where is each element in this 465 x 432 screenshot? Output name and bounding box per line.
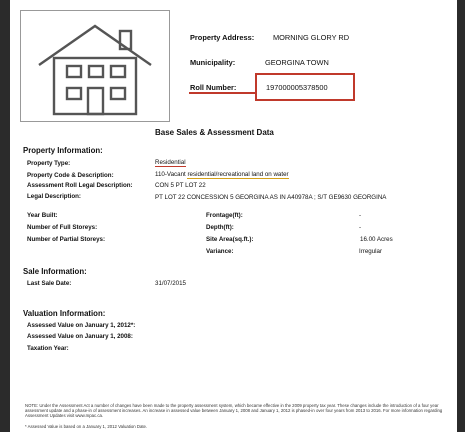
depth-label: Depth(ft): — [206, 224, 234, 231]
property-info-heading: Property Information: — [23, 146, 103, 155]
property-type-label: Property Type: — [27, 160, 71, 167]
assessment-document — [10, 0, 457, 432]
legal-description-value: PT LOT 22 CONCESSION 5 GEORGINA AS IN A40978A ; S/T GE9630 GEORGINA — [155, 194, 387, 201]
property-code-prefix: 110-Vacant — [155, 171, 186, 178]
address-label: Property Address: — [190, 33, 255, 42]
assessed-2008-label: Assessed Value on January 1, 2008: — [27, 333, 133, 340]
site-area-label: Site Area(sq.ft.): — [206, 236, 254, 243]
full-storeys-label: Number of Full Storeys: — [27, 224, 98, 231]
legal-roll-label: Assessment Roll Legal Description: — [27, 182, 133, 189]
site-area-value: 16.00 Acres — [360, 236, 393, 243]
property-code-label: Property Code & Description: — [27, 172, 114, 179]
last-sale-value: 31/07/2015 — [155, 280, 186, 287]
house-icon — [20, 10, 170, 122]
legal-description-label: Legal Description: — [27, 193, 81, 200]
sale-info-heading: Sale Information: — [23, 267, 87, 276]
variance-label: Variance: — [206, 248, 234, 255]
taxation-year-label: Taxation Year: — [27, 345, 69, 352]
municipality-label: Municipality: — [190, 58, 236, 67]
last-sale-label: Last Sale Date: — [27, 280, 72, 287]
property-code-highlight: residential/recreational land on water — [187, 171, 289, 178]
frontage-value: - — [359, 212, 362, 219]
depth-value: - — [359, 224, 362, 231]
property-code-value — [155, 171, 289, 178]
valuation-heading: Valuation Information: — [23, 309, 106, 318]
variance-value: Irregular — [359, 248, 383, 255]
municipality-value: GEORGINA TOWN — [265, 58, 329, 67]
property-type-value: Residential — [155, 159, 186, 166]
assessment-note: NOTE: Under the Assessment Act a number of changes have been made to the property assessment system, which became effective in the 2009 property tax year. These changes include the introduction of a four year assessment update and a phase-in of assessment increases. An increase in assessed value between January 1, 2008 and January 1, 2012 is phased-in over four years from 2013 to 2016. For more information regarding Assessment Updates visit www.mpac.ca. — [25, 403, 443, 419]
document-title: Base Sales & Assessment Data — [155, 128, 274, 137]
year-built-label: Year Built: — [27, 212, 58, 219]
assessment-footnote: * Assessed Value is based on a January 1, 2012 Valuation Date. — [25, 424, 148, 429]
assessed-2012-label: Assessed Value on January 1, 2012*: — [27, 322, 136, 329]
partial-storeys-label: Number of Partial Storeys: — [27, 236, 106, 243]
legal-roll-value: CON 5 PT LOT 22 — [155, 182, 206, 189]
roll-underline — [189, 92, 255, 94]
roll-value: 197000005378500 — [266, 83, 328, 92]
address-value: MORNING GLORY RD — [273, 33, 350, 42]
roll-label: Roll Number: — [190, 83, 237, 92]
frontage-label: Frontage(ft): — [206, 212, 243, 219]
